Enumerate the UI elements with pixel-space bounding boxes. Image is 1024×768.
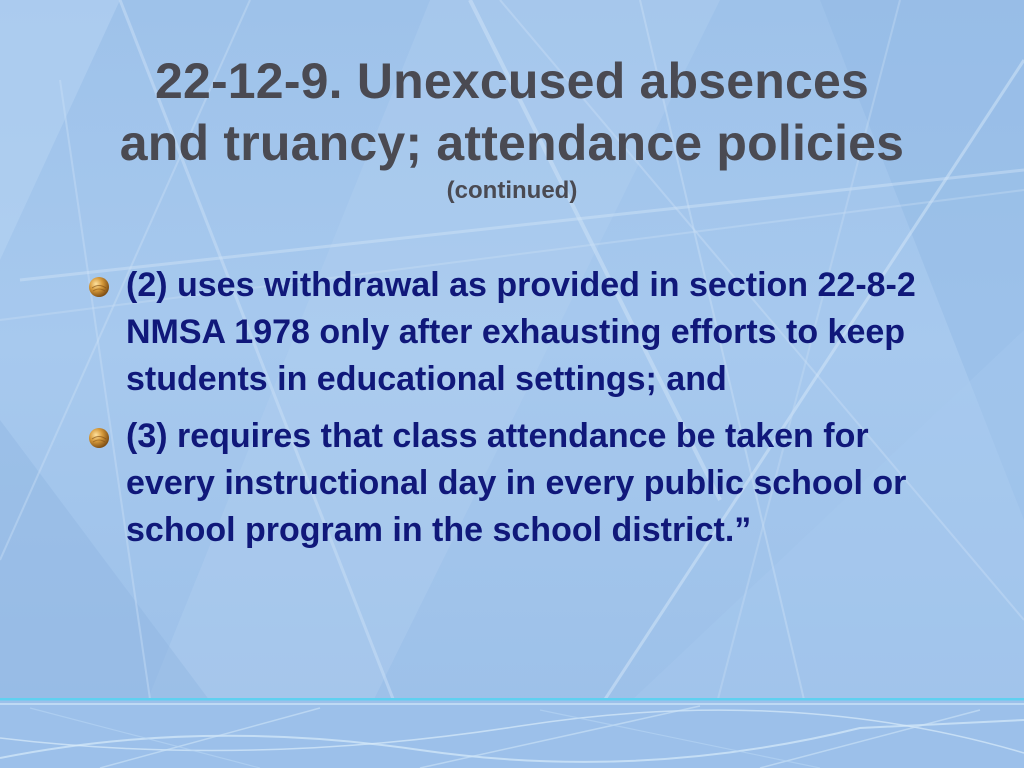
slide-title-line-2: and truancy; attendance policies bbox=[119, 115, 905, 171]
slide-title-block bbox=[20, 50, 1004, 206]
gold-orb-icon bbox=[88, 276, 110, 298]
bottom-decorative-band bbox=[0, 698, 1024, 768]
bullet-item bbox=[88, 413, 948, 554]
bullet-text: (2) uses withdrawal as provided in section 22-8-2 NMSA 1978 only after exhausting efforts to keep students in educational settings; and bbox=[126, 266, 916, 398]
slide-subtitle: (continued) bbox=[446, 177, 578, 204]
bullet-list bbox=[88, 262, 948, 564]
bullet-text: (3) requires that class attendance be taken for every instructional day in every public school or school program in the school district.” bbox=[126, 417, 907, 549]
gold-orb-icon bbox=[88, 427, 110, 449]
slide-title-line-1: 22-12-9. Unexcused absences bbox=[154, 53, 870, 109]
bullet-item bbox=[88, 262, 948, 403]
